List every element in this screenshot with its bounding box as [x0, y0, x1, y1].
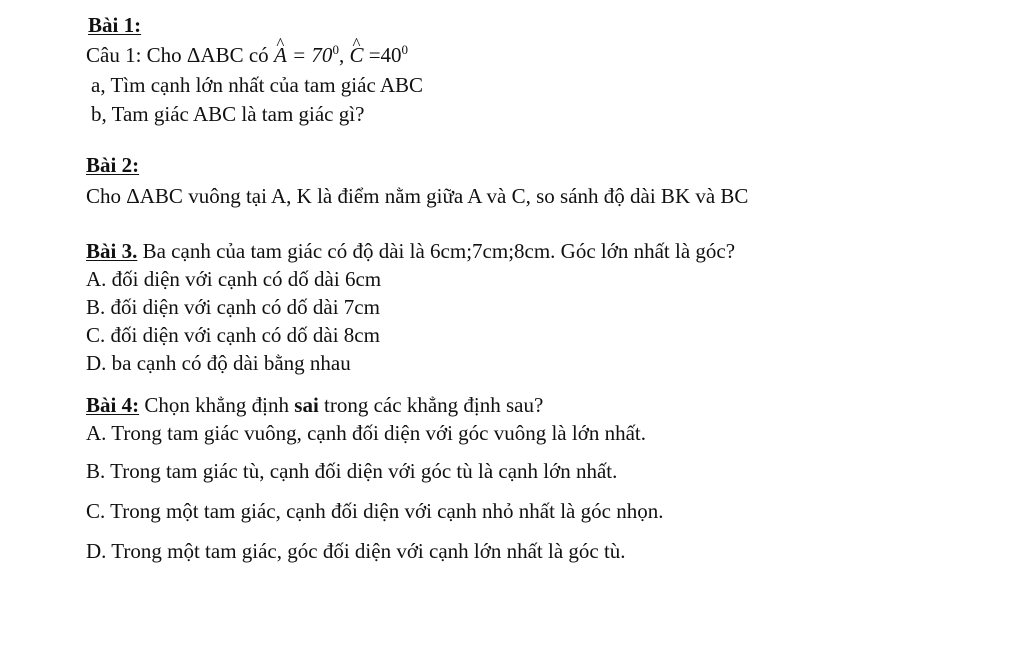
bai3-option-c: C. đối diện với cạnh có dố dài 8cm — [86, 323, 380, 347]
bai2-heading — [86, 152, 139, 178]
bai3-question-text: Ba cạnh của tam giác có độ dài là 6cm;7cm;8cm. Góc lớn nhất là góc? — [137, 239, 736, 263]
angle-a-letter: ^ A — [274, 42, 287, 68]
bai4-option-c: C. Trong một tam giác, cạnh đối diện với cạnh nhỏ nhất là góc nhọn. — [86, 499, 664, 523]
angle-c-letter: ^ C — [349, 42, 363, 68]
bai3-option-a: A. đối diện với cạnh có dố dài 6cm — [86, 267, 382, 291]
angle-sep: , — [338, 43, 350, 67]
angle-a-exp: 0 — [332, 42, 339, 57]
bai2-heading-text: Bài 2: — [86, 153, 140, 177]
bai1-heading — [88, 12, 141, 38]
bai4-question — [86, 392, 543, 418]
bai4-question-post: trong các khẳng định sau? — [318, 393, 544, 417]
bai4-question-bold: sai — [294, 393, 319, 417]
bai1-part-a: a, Tìm cạnh lớn nhất của tam giác ABC — [91, 73, 424, 97]
bai4-option-b: B. Trong tam giác tù, cạnh đối diện với góc tù là cạnh lớn nhất. — [86, 459, 618, 483]
angle-c-exp: 0 — [401, 42, 409, 57]
bai1-part-b: b, Tam giác ABC là tam giác gì? — [91, 102, 365, 126]
bai4-option-d: D. Trong một tam giác, góc đối diện với cạnh lớn nhất là góc tù. — [86, 539, 626, 563]
angle-a-value: = 70 — [286, 43, 333, 67]
bai4-question-pre: Chọn khẳng định — [139, 393, 295, 417]
bai1-heading-text: Bài 1: — [88, 13, 142, 37]
bai3-question — [86, 238, 735, 264]
bai4-heading: Bài 4: — [86, 393, 140, 417]
bai1-cau1-prefix: Câu 1: Cho ΔABC có — [86, 43, 274, 67]
angle-c-value: =40 — [363, 43, 402, 67]
bai1-cau1 — [86, 42, 408, 68]
bai3-option-d: D. ba cạnh có độ dài bằng nhau — [86, 351, 351, 375]
bai4-option-a: A. Trong tam giác vuông, cạnh đối diện với góc vuông là lớn nhất. — [86, 421, 646, 445]
bai2-text: Cho ΔABC vuông tại A, K là điểm nằm giữa A và C, so sánh độ dài BK và BC — [86, 184, 749, 208]
bai3-heading: Bài 3. — [86, 239, 138, 263]
bai3-option-b: B. đối diện với cạnh có dố dài 7cm — [86, 295, 380, 319]
